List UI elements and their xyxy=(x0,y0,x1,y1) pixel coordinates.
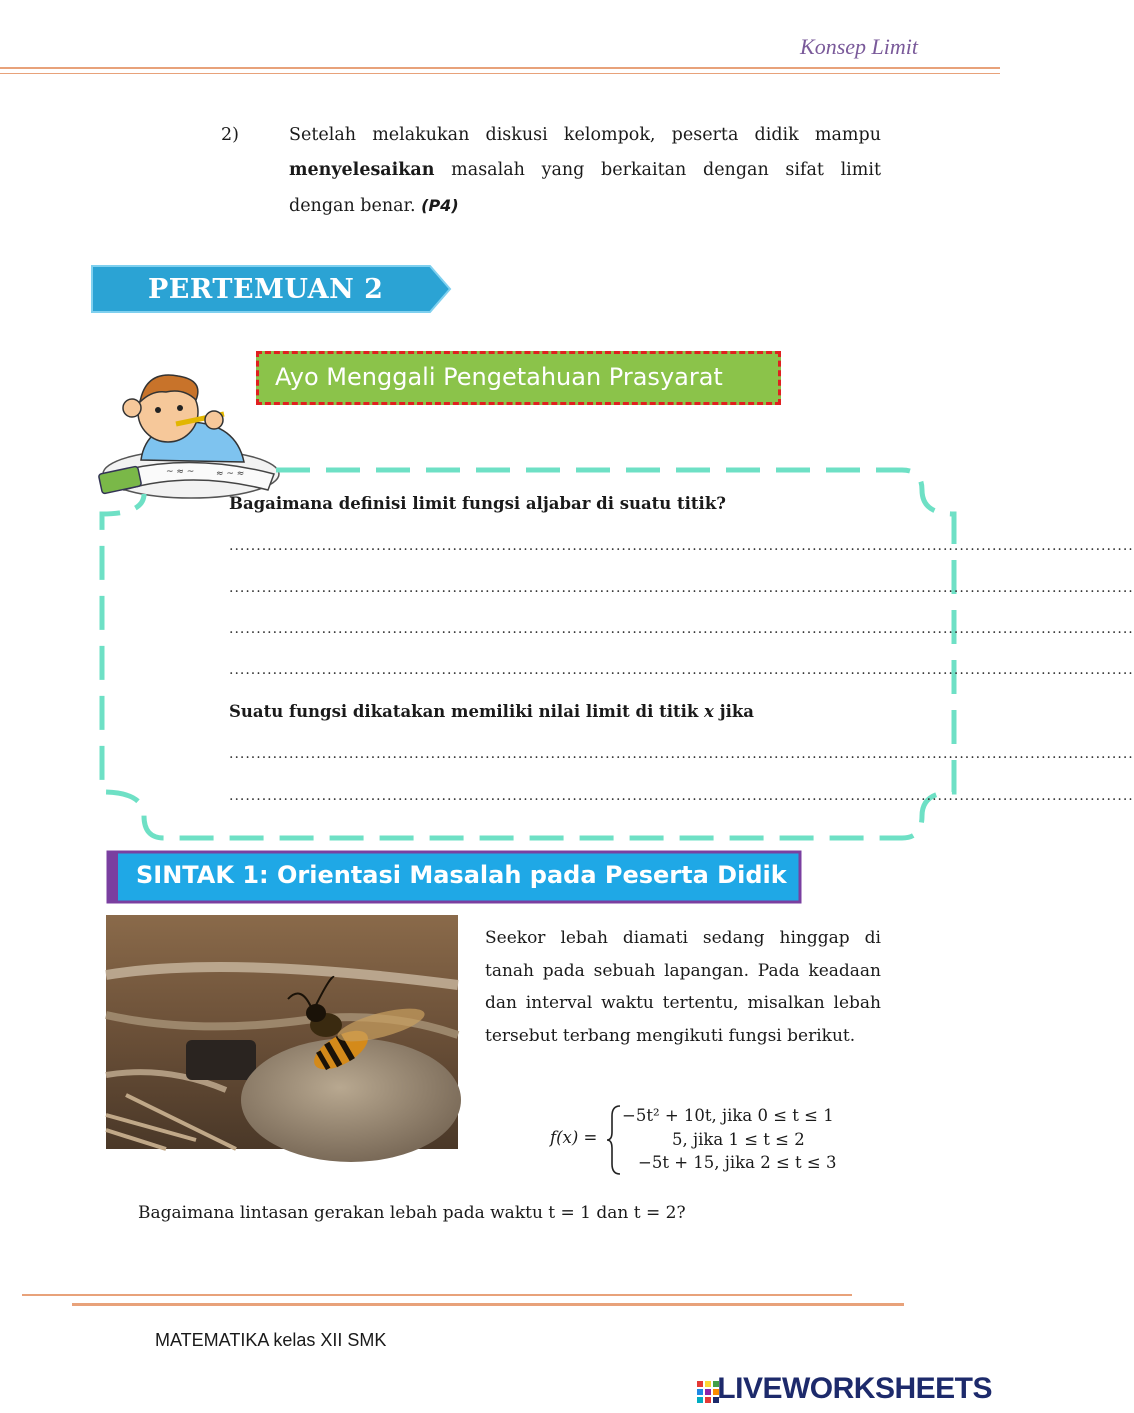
objective-number: 2) xyxy=(221,125,239,145)
question-2-text: Suatu fungsi dikatakan memiliki nilai limit di titik xyxy=(229,702,705,721)
header-rule xyxy=(0,67,1000,69)
liveworksheets-logo-icon xyxy=(697,1381,719,1403)
answer-line-5[interactable]: ...................................................................................................................................................................... xyxy=(229,746,1134,762)
objective-code: (P4) xyxy=(421,196,459,215)
objective-bold-word: menyelesaikan xyxy=(289,160,435,180)
left-brace-icon xyxy=(606,1104,622,1176)
footer-rule-thick xyxy=(72,1303,904,1306)
footer-rule xyxy=(22,1294,852,1296)
function-case-3: −5t + 15, jika 2 ≤ t ≤ 3 xyxy=(638,1153,837,1172)
sintak-banner xyxy=(106,850,802,904)
svg-text:~ ≈ ~: ~ ≈ ~ xyxy=(166,467,195,477)
prasyarat-question-2 xyxy=(229,702,754,721)
objective-text xyxy=(289,118,881,224)
sintak-label: SINTAK 1: Orientasi Masalah pada Peserta Didik xyxy=(136,861,787,889)
objective-text-end: masalah yang berkaitan dengan sifat limit dengan benar. xyxy=(289,160,881,216)
function-lhs: f(x) = xyxy=(550,1128,598,1147)
header-rule-thin xyxy=(0,73,1000,74)
answer-line-4[interactable]: ...................................................................................................................................................................... xyxy=(229,662,1134,678)
ayo-menggali-banner xyxy=(256,351,781,405)
bee-photo xyxy=(106,915,458,1149)
question-2-variable: x xyxy=(704,702,714,721)
answer-line-3[interactable]: ...................................................................................................................................................................... xyxy=(229,621,1134,637)
svg-text:≈ ~ ≈: ≈ ~ ≈ xyxy=(216,469,245,479)
function-case-1: −5t² + 10t, jika 0 ≤ t ≤ 1 xyxy=(622,1106,834,1125)
question-2-end: jika xyxy=(713,702,754,721)
ayo-menggali-label: Ayo Menggali Pengetahuan Prasyarat xyxy=(275,363,723,391)
header-title: Konsep Limit xyxy=(800,34,918,59)
prasyarat-question-1: Bagaimana definisi limit fungsi aljabar di suatu titik? xyxy=(229,494,726,513)
pertemuan-banner xyxy=(90,264,452,314)
problem-description: Seekor lebah diamati sedang hinggap di tanah pada sebuah lapangan. Pada keadaan dan interval waktu tertentu, misalkan lebah tersebut terbang mengikuti fungsi berikut. xyxy=(485,928,881,1046)
footer-text: MATEMATIKA kelas XII SMK xyxy=(155,1330,387,1350)
function-case-2: 5, jika 1 ≤ t ≤ 2 xyxy=(672,1130,805,1149)
answer-line-1[interactable]: ...................................................................................................................................................................... xyxy=(229,538,1134,554)
liveworksheets-logo-text[interactable]: LIVEWORKSHEETS xyxy=(717,1372,992,1405)
objective-text-start: Setelah melakukan diskusi kelompok, peserta didik mampu xyxy=(289,125,881,145)
answer-line-2[interactable]: ...................................................................................................................................................................... xyxy=(229,580,1134,596)
problem-question: Bagaimana lintasan gerakan lebah pada waktu t = 1 dan t = 2? xyxy=(138,1203,686,1223)
pertemuan-label: PERTEMUAN 2 xyxy=(148,274,384,305)
answer-line-6[interactable]: ...................................................................................................................................................................... xyxy=(229,788,1134,804)
